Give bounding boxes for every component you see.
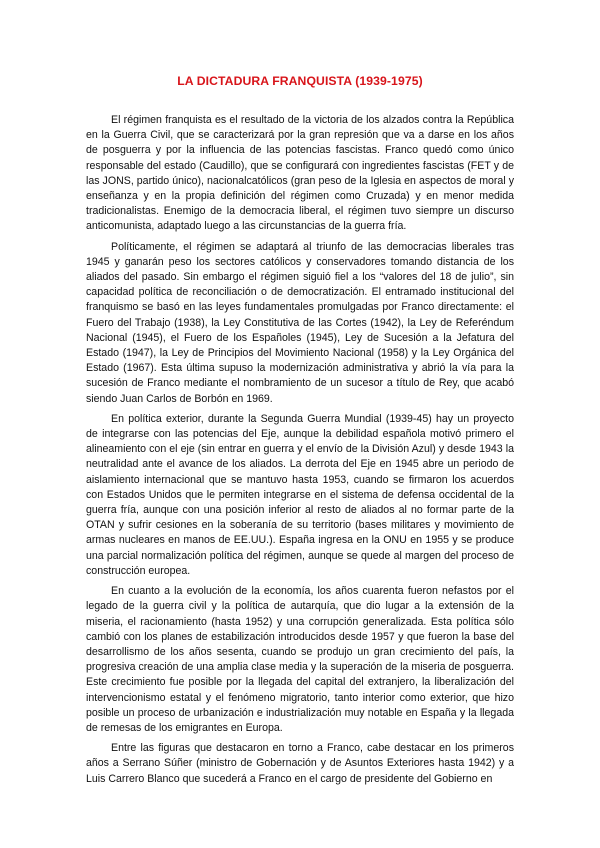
page-title: LA DICTADURA FRANQUISTA (1939-1975) [177, 74, 423, 88]
paragraph-economia: En cuanto a la evolución de la economía, los años cuarenta fueron nefastos por el legado de la guerra civil y la política de autarquía, que dio lugar a la extensión de la miseria, el racionamiento (hasta 1952) y una corrupción generalizada. Esta política sólo cambió con los planes de estabilización introducidos desde 1957 y que fueron la base del desarrollismo de los años sesenta, cuando se produjo un gran crecimiento del país, la progresiva creación de una amplia clase media y la superación de la miseria de posguerra. Este crecimiento fue posible por la llegada del capital del extranjero, la liberalización del intervencionismo estatal y el fenómeno migratorio, tanto interior como exterior, que hizo posible un proceso de urbanización e industrialización muy notable en España y la llegada de remesas de los emigrantes en Europa. [86, 585, 514, 734]
paragraph-politica-exterior: En política exterior, durante la Segunda Guerra Mundial (1939-45) hay un proyecto de integrarse con las potencias del Eje, aunque la debilidad española motivó primero el alineamiento con el eje (sin entrar en guerra y el envío de la División Azul) y desde 1943 la neutralidad ante el avance de los aliados. La derrota del Eje en 1945 abre un periodo de aislamiento internacional que se mantuvo hasta 1953, cuando se firmaron los acuerdos con Estados Unidos que le permiten integrarse en el sistema de defensa occidental de la guerra fría, aunque con una posición inferior al resto de aliados al no formar parte de la OTAN y sufrir cesiones en la soberanía de su territorio (bases militares y movimiento de armas nucleares en manos de EE.UU.). España ingresa en la ONU en 1955 y se produce una parcial normalización política del régimen, aunque se quede al margen del proceso de construcción europea. [86, 412, 514, 577]
paragraph-regimen: El régimen franquista es el resultado de la victoria de los alzados contra la República en la Guerra Civil, que se caracterizará por la gran represión que va a darse en los años de posguerra y por la influencia de las potencias fascistas. Franco quedó como único responsable del estado (Caudillo), que se configurará con ingredientes fascistas (FET y de las JONS, partido único), nacionalcatólicos (gran peso de la Iglesia en aspectos de moral y enseñanza y en la propia definición del régimen como Cruzada) y en menor medida tradicionalistas. Enemigo de la democracia liberal, el régimen tuvo siempre un discurso anticomunista, adaptado luego a las circunstancias de la guerra fría. [86, 114, 514, 233]
paragraph-figuras: Entre las figuras que destacaron en torno a Franco, cabe destacar en los primeros años a Serrano Súñer (ministro de Gobernación y de Asuntos Exteriores hasta 1942) y a Luis Carrero Blanco que sucederá a Franco en el cargo de presidente del Gobierno en [86, 742, 514, 785]
paragraph-politica-interior: Políticamente, el régimen se adaptará al triunfo de las democracias liberales tras 1945 y ganarán peso los sectores católicos y conservadores tomando distancia de los aliados del pasado. Sin embargo el régimen siguió fiel a los “valores del 18 de julio”, sin capacidad política de reconciliación o de democratización. El entramado institucional del franquismo se basó en las leyes fundamentales promulgadas por Franco directamente: el Fuero del Trabajo (1938), la Ley Constitutiva de las Cortes (1942), la Ley de Referéndum Nacional (1945), el Fuero de los Españoles (1945), Ley de Sucesión a la Jefatura del Estado (1947), la Ley de Principios del Movimiento Nacional (1958) y la Ley Orgánica del Estado (1967). Esta última supuso la modernización administrativa y abrió la vía para la sucesión de Franco mediante el nombramiento de un sucesor a título de Rey, que acabó siendo Juan Carlos de Borbón en 1969. [86, 240, 514, 405]
